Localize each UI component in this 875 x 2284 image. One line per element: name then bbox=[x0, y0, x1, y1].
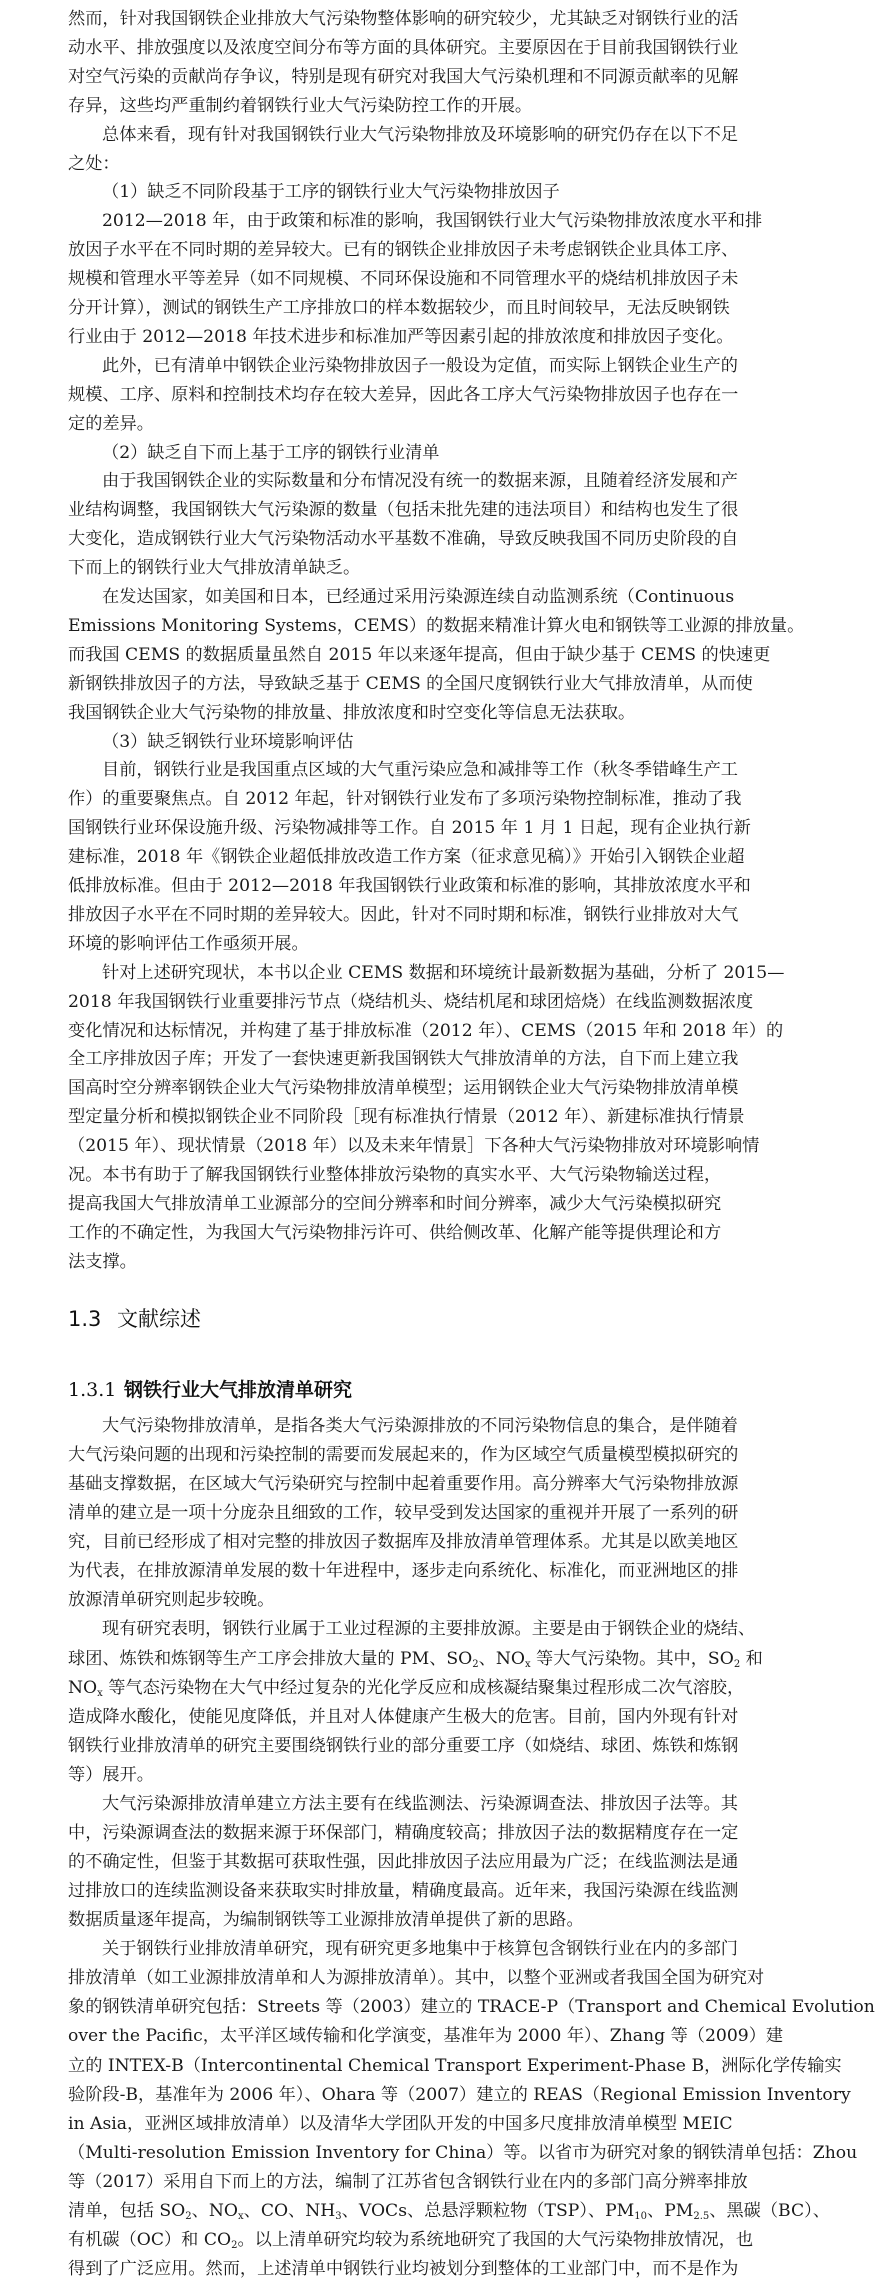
text-line: 目前，钢铁行业是我国重点区域的大气重污染应急和减排等工作（秋冬季错峰生产工 bbox=[102, 760, 738, 781]
text-line: 针对上述研究现状，本书以企业 CEMS 数据和环境统计最新数据为基础，分析了 2015— bbox=[102, 962, 785, 983]
text-segment: 清单，包括 SO bbox=[68, 2200, 186, 2221]
text-line: 国高时空分辨率钢铁企业大气污染物排放清单模型；运用钢铁企业大气污染物排放清单模 bbox=[68, 1078, 739, 1099]
text-line: 建标准，2018 年《钢铁企业超低排放改造工作方案（征求意见稿）》开始引入钢铁企业超 bbox=[68, 847, 745, 868]
text-line: 作）的重要聚焦点。自 2012 年起，针对钢铁行业发布了多项污染物控制标准，推动了我 bbox=[68, 789, 742, 810]
text-line: 定的差异。 bbox=[68, 413, 154, 434]
text-line: 低排放标准。但由于 2012—2018 年我国钢铁行业政策和标准的影响，其排放浓度水平和 bbox=[68, 876, 751, 896]
text-segment: 球团、炼铁和炼钢等生产工序会排放大量的 PM、SO bbox=[68, 1648, 473, 1669]
text-line: 大气污染物排放清单，是指各类大气污染源排放的不同污染物信息的集合，是伴随着 bbox=[102, 1416, 738, 1436]
text-line: 业结构调整，我国钢铁大气污染源的数量（包括未批先建的违法项目）和结构也发生了很 bbox=[68, 500, 739, 521]
subscript: 10 bbox=[634, 2210, 647, 2222]
text-line: 放源清单研究则起步较晚。 bbox=[68, 1590, 275, 1611]
subscript: 2 bbox=[733, 1658, 741, 1670]
text-line: 大变化，造成钢铁行业大气污染物活动水平基数不准确，导致反映我国不同历史阶段的自 bbox=[68, 529, 739, 550]
subsection-title: 钢铁行业大气排放清单研究 bbox=[124, 1379, 353, 1401]
text-line: 钢铁行业排放清单的研究主要围绕钢铁行业的部分重要工序（如烧结、球团、炼铁和炼钢 bbox=[68, 1735, 739, 1756]
text-line bbox=[68, 1674, 745, 1703]
text-line: 法支撑。 bbox=[68, 1251, 137, 1272]
text-line: 大气污染问题的出现和污染控制的需要而发展起来的，作为区域空气质量模型模拟研究的 bbox=[68, 1445, 739, 1466]
text-line: 2012—2018 年，由于政策和标准的影响，我国钢铁行业大气污染物排放浓度水平和排 bbox=[102, 211, 763, 232]
text-line: 数据质量逐年提高，为编制钢铁等工业源排放清单提供了新的思路。 bbox=[68, 1910, 584, 1931]
text-line: 2018 年我国钢铁行业重要排污节点（烧结机头、烧结机尾和球团焙烧）在线监测数据浓度 bbox=[68, 991, 754, 1012]
section-number: 1.3 bbox=[68, 1307, 102, 1331]
text-segment: NO bbox=[68, 1677, 98, 1698]
text-line: （1）缺乏不同阶段基于工序的钢铁行业大气污染物排放因子 bbox=[102, 182, 560, 203]
text-segment: 、VOCs、总悬浮颗粒物（TSP）、PM bbox=[341, 2200, 635, 2221]
text-line: 对空气污染的贡献尚存争议，特别是现有研究对我国大气污染机理和不同源贡献率的见解 bbox=[68, 66, 739, 87]
text-line: 总体来看，现有针对我国钢铁行业大气污染物排放及环境影响的研究仍存在以下不足 bbox=[102, 124, 738, 145]
text-line: 排放清单（如工业源排放清单和人为源排放清单）。其中，以整个亚洲或者我国全国为研究对 bbox=[68, 1968, 765, 1989]
text-line: 清单的建立是一项十分庞杂且细致的工作，较早受到发达国家的重视并开展了一系列的研 bbox=[68, 1503, 739, 1524]
text-line: 此外，已有清单中钢铁企业污染物排放因子一般设为定值，而实际上钢铁企业生产的 bbox=[102, 355, 738, 376]
text-segment: 和 bbox=[740, 1648, 763, 1669]
text-line: （3）缺乏钢铁行业环境影响评估 bbox=[102, 731, 354, 752]
subscript: 2 bbox=[231, 2239, 238, 2251]
subscript: x bbox=[524, 1658, 531, 1670]
text-line: 大气污染源排放清单建立方法主要有在线监测法、污染源调查法、排放因子法等。其 bbox=[102, 1793, 738, 1814]
text-segment: 等大气污染物。其中，SO bbox=[530, 1648, 734, 1669]
text-line: 验阶段-B，基准年为 2006 年）、Ohara 等（2007）建立的 REAS（Regional Emission Inventory bbox=[68, 2084, 851, 2105]
text-line: 国钢铁行业环保设施升级、污染物减排等工作。自 2015 年 1 月 1 日起，现有企业执行新 bbox=[68, 818, 751, 839]
text-line: over the Pacific，太平洋区域传输和化学演变，基准年为 2000 年）、Zhang 等（2009）建 bbox=[68, 2026, 784, 2047]
text-line: （2）缺乏自下而上基于工序的钢铁行业清单 bbox=[102, 442, 440, 463]
subscript: 2 bbox=[185, 2210, 192, 2222]
text-line bbox=[68, 1645, 763, 1674]
text-line: 我国钢铁企业大气污染物的排放量、排放浓度和时空变化等信息无法获取。 bbox=[68, 702, 636, 723]
subscript: 2.5 bbox=[693, 2210, 710, 2222]
subsection-number: 1.3.1 bbox=[68, 1379, 117, 1401]
text-line: 之处： bbox=[68, 153, 120, 174]
text-segment: 有机碳（OC）和 CO bbox=[68, 2229, 232, 2250]
text-line: 造成降水酸化，使能见度降低，并且对人体健康产生极大的危害。目前，国内外现有针对 bbox=[68, 1706, 739, 1727]
text-line: 关于钢铁行业排放清单研究，现有研究更多地集中于核算包含钢铁行业在内的多部门 bbox=[102, 1939, 738, 1960]
text-line: 况。本书有助于了解我国钢铁行业整体排放污染物的真实水平、大气污染物输送过程， bbox=[68, 1165, 722, 1185]
subscript: x bbox=[237, 2210, 244, 2222]
text-line: 规模、工序、原料和控制技术均存在较大差异，因此各工序大气污染物排放因子也存在一 bbox=[68, 384, 739, 405]
text-line: 过排放口的连续监测设备来获取实时排放量，精确度最高。近年来，我国污染源在线监测 bbox=[68, 1881, 739, 1902]
text-line: 环境的影响评估工作亟须开展。 bbox=[68, 933, 309, 954]
text-line: 在发达国家，如美国和日本，已经通过采用污染源连续自动监测系统（Continuous bbox=[102, 587, 735, 607]
text-line bbox=[68, 2226, 754, 2255]
section-title: 文献综述 bbox=[117, 1307, 201, 1331]
text-line: 型定量分析和模拟钢铁企业不同阶段［现有标准执行情景（2012 年）、新建标准执行情景 bbox=[68, 1107, 745, 1128]
text-line: 分开计算），测试的钢铁生产工序排放口的样本数据较少，而且时间较早，无法反映钢铁 bbox=[68, 298, 730, 318]
text-line: 下而上的钢铁行业大气排放清单缺乏。 bbox=[68, 558, 361, 579]
text-line: （Multi-resolution Emission Inventory for China）等。以省市为研究对象的钢铁清单包括：Zhou bbox=[68, 2142, 858, 2163]
text-line: 象的钢铁清单研究包括：Streets 等（2003）建立的 TRACE-P（Transport and Chemical Evolution bbox=[68, 1997, 875, 2018]
text-line: 等（2017）采用自下而上的方法，编制了江苏省包含钢铁行业在内的多部门高分辨率排放 bbox=[68, 2171, 748, 2192]
text-line: 而我国 CEMS 的数据质量虽然自 2015 年以来逐年提高，但由于缺少基于 CEMS 的快速更 bbox=[68, 644, 771, 665]
subsection-heading bbox=[68, 1375, 352, 1405]
text-segment: 、CO、NH bbox=[243, 2200, 336, 2221]
text-line: 由于我国钢铁企业的实际数量和分布情况没有统一的数据来源，且随着经济发展和产 bbox=[102, 471, 738, 492]
text-segment: 、NO bbox=[478, 1648, 525, 1669]
subscript: x bbox=[97, 1687, 103, 1699]
text-line: 新钢铁排放因子的方法，导致缺乏基于 CEMS 的全国尺度钢铁行业大气排放清单，从而使 bbox=[68, 673, 753, 694]
text-segment: 、黑碳（BC）、 bbox=[709, 2200, 830, 2221]
text-line: 规模和管理水平等差异（如不同规模、不同环保设施和不同管理水平的烧结机排放因子未 bbox=[68, 269, 739, 290]
text-line: 工作的不确定性，为我国大气污染物排污许可、供给侧改革、化解产能等提供理论和方 bbox=[68, 1222, 722, 1243]
text-segment: 、PM bbox=[647, 2200, 694, 2221]
text-line: 排放因子水平在不同时期的差异较大。因此，针对不同时期和标准，钢铁行业排放对大气 bbox=[68, 904, 739, 925]
text-segment: 。以上清单研究均较为系统地研究了我国的大气污染物排放情况，也 bbox=[237, 2229, 754, 2250]
text-line: 动水平、排放强度以及浓度空间分布等方面的具体研究。主要原因在于目前我国钢铁行业 bbox=[68, 37, 739, 58]
text-segment: 、NO bbox=[191, 2200, 238, 2221]
text-line: 放因子水平在不同时期的差异较大。已有的钢铁企业排放因子未考虑钢铁企业具体工序、 bbox=[68, 240, 739, 261]
text-line: 然而，针对我国钢铁企业排放大气污染物整体影响的研究较少，尤其缺乏对钢铁行业的活 bbox=[68, 9, 739, 29]
text-line: 存异，这些均严重制约着钢铁行业大气污染防控工作的开展。 bbox=[68, 95, 533, 116]
text-line: 提高我国大气排放清单工业源部分的空间分辨率和时间分辨率，减少大气污染模拟研究 bbox=[68, 1193, 722, 1214]
text-line: 中，污染源调查法的数据来源于环保部门，精确度较高；排放因子法的数据精度存在一定 bbox=[68, 1822, 739, 1843]
text-line: 现有研究表明，钢铁行业属于工业过程源的主要排放源。主要是由于钢铁企业的烧结、 bbox=[102, 1619, 756, 1640]
text-line: 行业由于 2012—2018 年技术进步和标准加严等因素引起的排放浓度和排放因子变化。 bbox=[68, 326, 734, 347]
text-line bbox=[68, 2197, 830, 2226]
text-line: （2015 年）、现状情景（2018 年）以及未来年情景］下各种大气污染物排放对环境影响情 bbox=[68, 1136, 760, 1157]
text-line: 全工序排放因子库；开发了一套快速更新我国钢铁大气排放清单的方法，自下而上建立我 bbox=[68, 1049, 739, 1070]
text-line: 变化情况和达标情况，并构建了基于排放标准（2012 年）、CEMS（2015 年和 2018 年）的 bbox=[68, 1020, 784, 1041]
subscript: 3 bbox=[335, 2210, 342, 2222]
subscript: 2 bbox=[472, 1658, 479, 1670]
text-line: 究，目前已经形成了相对完整的排放因子数据库及排放清单管理体系。尤其是以欧美地区 bbox=[68, 1532, 739, 1553]
text-line: 基础支撑数据，在区域大气污染研究与控制中起着重要作用。高分辨率大气污染物排放源 bbox=[68, 1474, 739, 1495]
text-segment: 等气态污染物在大气中经过复杂的光化学反应和成核凝结聚集过程形成二次气溶胶， bbox=[102, 1677, 745, 1698]
text-line: 为代表，在排放源清单发展的数十年进程中，逐步走向系统化、标准化，而亚洲地区的排 bbox=[68, 1561, 739, 1582]
text-line: 等）展开。 bbox=[68, 1764, 154, 1785]
text-line: 立的 INTEX-B（Intercontinental Chemical Transport Experiment-Phase B，洲际化学传输实 bbox=[68, 2055, 842, 2076]
text-line: in Asia，亚洲区域排放清单）以及清华大学团队开发的中国多尺度排放清单模型 MEIC bbox=[68, 2113, 733, 2134]
text-line: 得到了广泛应用。然而，上述清单中钢铁行业均被划分到整体的工业部门中，而不是作为 bbox=[68, 2259, 739, 2280]
text-line: 的不确定性，但鉴于其数据可获取性强，因此排放因子法应用最为广泛；在线监测法是通 bbox=[68, 1852, 739, 1873]
section-heading bbox=[68, 1303, 201, 1335]
text-line: Emissions Monitoring Systems，CEMS）的数据来精准计算火电和钢铁等工业源的排放量。 bbox=[68, 615, 805, 636]
